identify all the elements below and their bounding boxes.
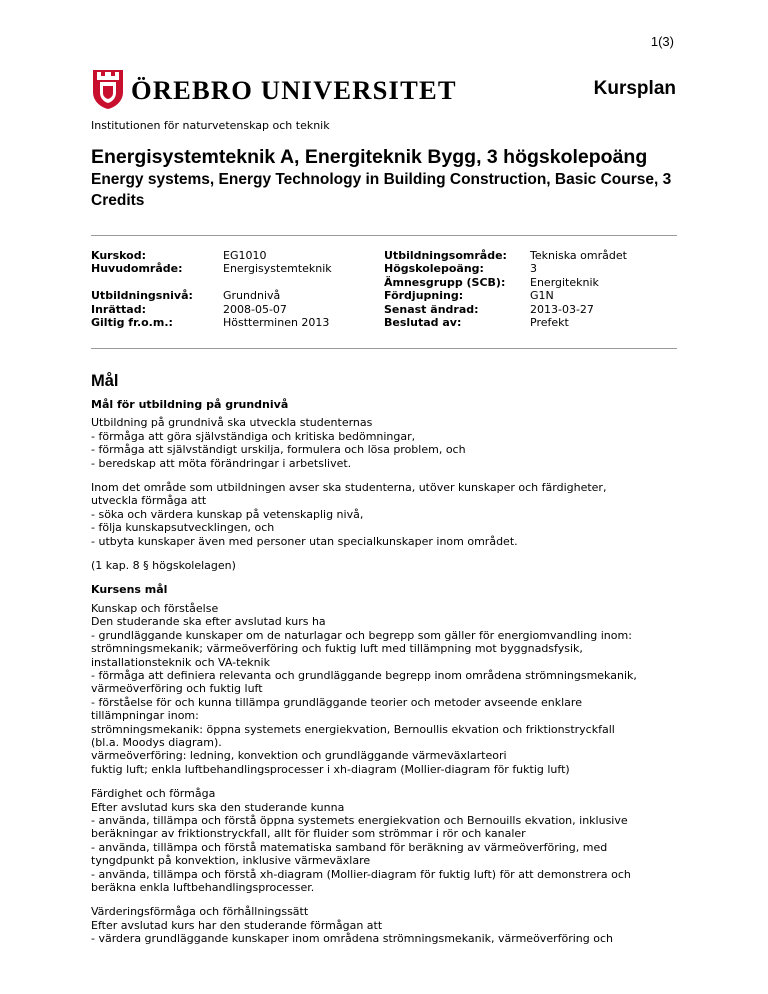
subheading-basic-level-goals: Mål för utbildning på grundnivå [91, 398, 289, 411]
fact-label: Kurskod: [91, 249, 146, 262]
paragraph [91, 602, 691, 776]
divider-top [91, 235, 677, 236]
text-line: - värdera grundläggande kunskaper inom områdena strömningsmekanik, värmeöverföring och [91, 932, 613, 946]
fact-value: EG1010 [223, 249, 267, 262]
fact-value: 2008-05-07 [223, 302, 287, 316]
paragraph [91, 787, 691, 894]
facts-left-values [223, 249, 332, 329]
divider-bottom [91, 348, 677, 349]
text-line: - förmåga att definiera relevanta och grundläggande begrepp inom områdena strömningsmekanik, [91, 668, 637, 682]
text-line: fuktig luft; enkla luftbehandlingsprocesser i xh-diagram (Mollier-diagram för fuktig luft) [91, 762, 570, 776]
fact-value: Tekniska området [530, 249, 627, 262]
text-line: strömningsmekanik; värmeöverföring och fuktig luft med tillämpning mot byggnadsfysik, [91, 642, 583, 656]
text-line: (bl.a. Moodys diagram). [91, 735, 222, 749]
text-line: - beredskap att möta förändringar i arbetslivet. [91, 456, 352, 470]
text-line: utveckla förmåga att [91, 494, 207, 508]
fact-label: Beslutad av: [384, 315, 462, 329]
text-line: Värderingsförmåga och förhållningssätt [91, 905, 309, 919]
text-line: - förmåga att självständigt urskilja, formulera och lösa problem, och [91, 443, 466, 457]
text-line: Inom det område som utbildningen avser ska studenterna, utöver kunskaper och färdigheter, [91, 481, 607, 495]
fact-value: Höstterminen 2013 [223, 315, 330, 329]
text-line: - använda, tillämpa och förstå matematiska samband för beräkning av värmeöverföring, med [91, 840, 608, 854]
text-line: - förståelse för och kunna tillämpa grundläggande teorier och metoder avseende enklare [91, 695, 582, 709]
fact-label: Fördjupning: [384, 289, 464, 303]
text-line: - söka och värdera kunskap på vetenskaplig nivå, [91, 507, 364, 521]
fact-label: Giltig fr.o.m.: [91, 315, 173, 329]
course-title-english: Energy systems, Energy Technology in Building Construction, Basic Course, 3 Credits [91, 171, 672, 209]
text-line: beräkningar av friktionstryckfall, allt för fluider som strömmar i rör och kanaler [91, 827, 526, 841]
fact-label: Inrättad: [91, 302, 146, 316]
facts-right-values [530, 249, 627, 329]
page-number: 1(3) [650, 34, 674, 49]
fact-label: Utbildningsområde: [384, 249, 507, 262]
fact-label: Högskolepoäng: [384, 262, 484, 276]
text-line: värmeöverföring och fuktig luft [91, 682, 263, 696]
fact-label: Senast ändrad: [384, 302, 479, 316]
paragraph [91, 559, 691, 572]
text-line: - följa kunskapsutvecklingen, och [91, 521, 275, 535]
text-line: - använda, tillämpa och förstå öppna systemets energiekvation och Bernouills ekvation, inklusive [91, 813, 628, 827]
section-heading: Mål [91, 372, 119, 390]
text-line: - förmåga att göra självständiga och kritiska bedömningar, [91, 429, 416, 443]
university-logo [91, 68, 457, 110]
fact-label: Huvudområde: [91, 262, 183, 276]
fact-value: Energisystemteknik [223, 262, 332, 276]
document-type: Kursplan [593, 78, 676, 99]
fact-label: Utbildningsnivå: [91, 289, 193, 303]
course-title-swedish: Energisystemteknik A, Energiteknik Bygg, 3 högskolepoäng [91, 146, 648, 168]
text-line: tyngdpunkt på konvektion, inklusive värmeväxlare [91, 854, 371, 868]
paragraph [91, 481, 691, 548]
fact-value: 2013-03-27 [530, 302, 594, 316]
text-line: Efter avslutad kurs ska den studerande kunna [91, 800, 345, 814]
logo-wordmark: ÖREBRO UNIVERSITET [131, 74, 457, 105]
fact-value: Grundnivå [223, 289, 281, 303]
text-line: (1 kap. 8 § högskolelagen) [91, 559, 236, 573]
text-line: beräkna enkla luftbehandlingsprocesser. [91, 881, 315, 894]
text-line: Efter avslutad kurs har den studerande förmågan att [91, 918, 383, 932]
fact-value: 3 [530, 262, 537, 276]
text-line: värmeöverföring: ledning, konvektion och grundläggande värmeväxlarteori [91, 749, 507, 763]
fact-value: Energiteknik [530, 275, 599, 289]
shield-icon [91, 68, 125, 110]
text-line: - grundläggande kunskaper om de naturlagar och begrepp som gäller för energiomvandling inom: [91, 628, 632, 642]
facts-left-labels [91, 249, 193, 329]
text-line: Kunskap och förståelse [91, 601, 219, 615]
text-line: - utbyta kunskaper även med personer utan specialkunskaper inom området. [91, 534, 518, 548]
text-line: installationsteknik och VA-teknik [91, 655, 270, 669]
fact-label: Ämnesgrupp (SCB): [384, 275, 506, 289]
fact-value: Prefekt [530, 315, 569, 329]
paragraph [91, 905, 691, 945]
text-line: Den studerande ska efter avslutad kurs ha [91, 615, 326, 629]
text-line: Färdighet och förmåga [91, 787, 216, 801]
paragraph [91, 416, 691, 470]
facts-right-labels [384, 249, 507, 329]
text-line: tillämpningar inom: [91, 709, 199, 723]
fact-value: G1N [530, 289, 554, 303]
subheading-course-goals: Kursens mål [91, 583, 168, 597]
text-line: - använda, tillämpa och förstå xh-diagram (Mollier-diagram för fuktig luft) för att demonstrera och [91, 867, 631, 881]
institution-name: Institutionen för naturvetenskap och teknik [91, 119, 330, 132]
text-line: Utbildning på grundnivå ska utveckla studenternas [91, 416, 373, 430]
goals-section [91, 372, 691, 957]
text-line: strömningsmekanik: öppna systemets energiekvation, Bernoullis ekvation och friktionstryckfall [91, 722, 615, 736]
